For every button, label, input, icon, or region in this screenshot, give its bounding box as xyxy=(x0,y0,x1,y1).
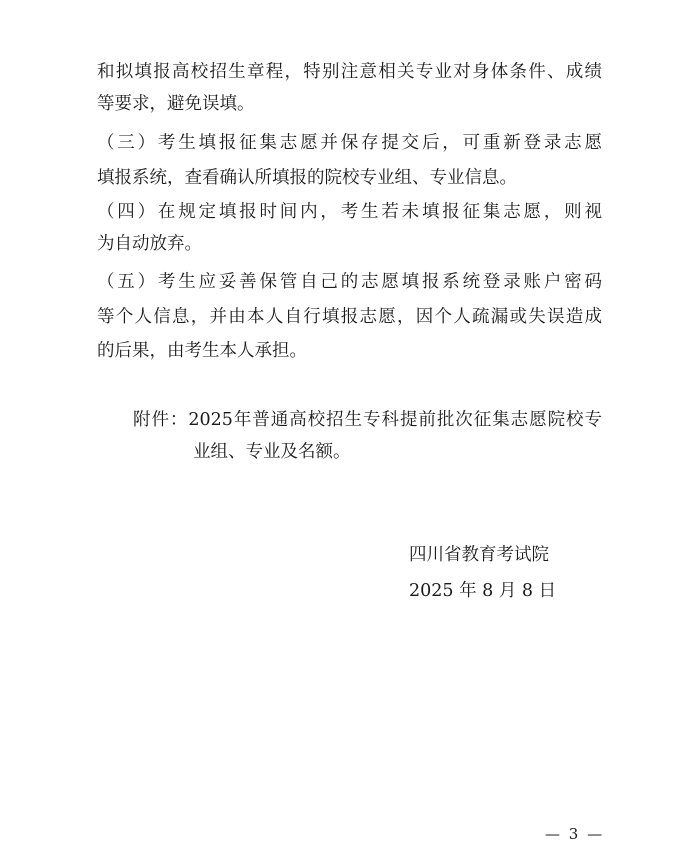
paragraph-2-line-2: 填报系统，查看确认所填报的院校专业组、专业信息。 xyxy=(97,168,517,188)
paragraph-3-line-2: 为自动放弃。 xyxy=(97,234,202,254)
signature-date: 2025 年 8 月 8 日 xyxy=(409,581,557,601)
signature-organization: 四川省教育考试院 xyxy=(409,545,549,565)
paragraph-1-line-2: 等要求，避免误填。 xyxy=(97,94,255,114)
paragraph-4-line-3: 的后果，由考生本人承担。 xyxy=(97,341,307,361)
paragraph-4-line-2: 等个人信息，并由本人自行填报志愿，因个人疏漏或失误造成 xyxy=(97,307,602,327)
paragraph-2-line-1: （三）考生填报征集志愿并保存提交后，可重新登录志愿 xyxy=(97,133,602,153)
attachment-line-2: 业组、专业及名额。 xyxy=(193,442,351,462)
paragraph-4-line-1: （五）考生应妥善保管自己的志愿填报系统登录账户密码 xyxy=(97,272,602,292)
attachment-line-1: 附件：2025年普通高校招生专科提前批次征集志愿院校专 xyxy=(133,410,602,430)
paragraph-1-line-1: 和拟填报高校招生章程，特别注意相关专业对身体条件、成绩 xyxy=(97,62,602,82)
page-number: — 3 — xyxy=(545,825,605,843)
paragraph-3-line-1: （四）在规定填报时间内，考生若未填报征集志愿，则视 xyxy=(97,202,602,222)
